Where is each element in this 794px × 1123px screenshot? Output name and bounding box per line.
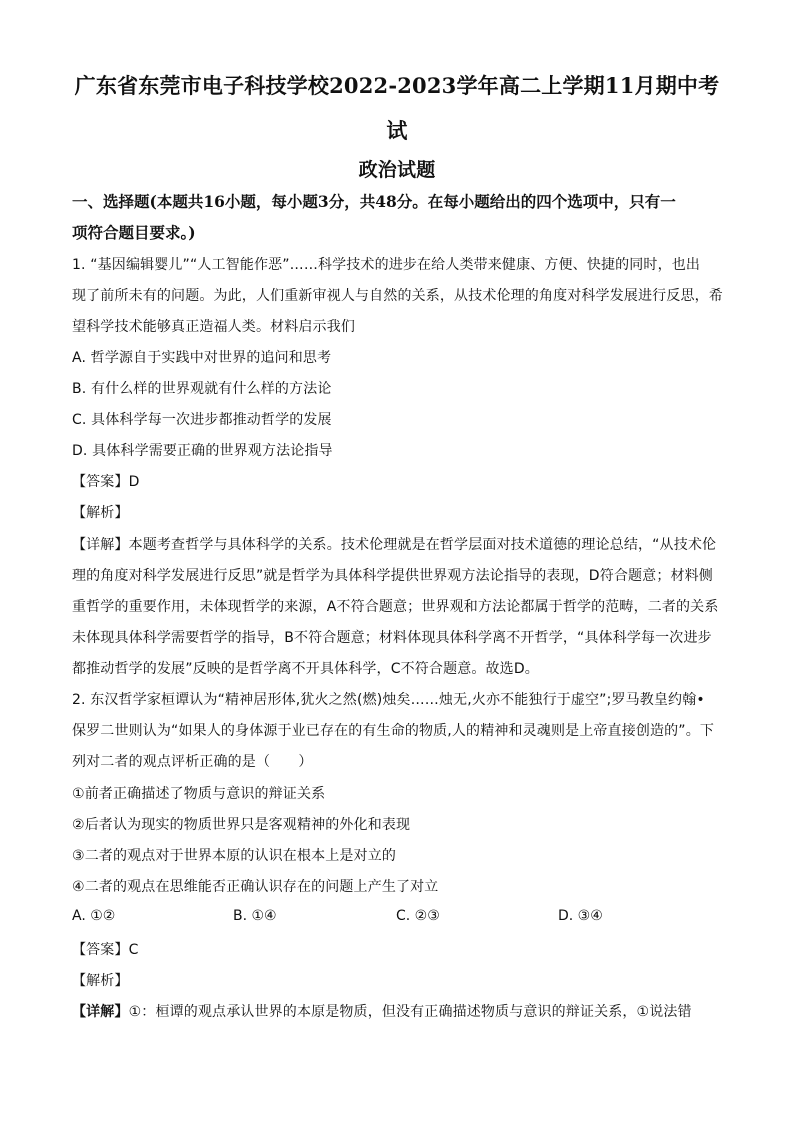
q2-answer: 【答案】C (72, 942, 139, 958)
q2-detail-line1 (72, 1002, 692, 1022)
q2-item-4: ④二者的观点在思维能否正确认识存在的问题上产生了对立 (72, 879, 439, 895)
q2-item-2: ②后者认为现实的物质世界只是客观精神的外化和表现 (72, 817, 411, 833)
q1-option-b: B. 有什么样的世界观就有什么样的方法论 (72, 381, 332, 397)
q1-detail-line2: 理的角度对科学发展进行反思”就是哲学为具体科学提供世界观方法论指导的表现，D符合题意；材料侧 (72, 568, 713, 584)
q2-detail-text: ①：桓谭的观点承认世界的本原是物质，但没有正确描述物质与意识的辩证关系，①说法错 (128, 1004, 692, 1020)
q1-stem-line1: 1. “基因编辑婴儿”“人工智能作恶”……科学技术的进步在给人类带来健康、方便、快捷的同时，也出 (72, 257, 701, 273)
subject-title: 政治试题 (358, 159, 436, 181)
q1-detail-line4: 未体现具体科学需要哲学的指导，B不符合题意；材料体现具体科学离不开哲学，“具体科学每一次进步 (72, 630, 712, 646)
q2-stem-line3: 列对二者的观点评析正确的是（ ） (72, 754, 313, 770)
q2-option-d: D. ③④ (558, 908, 603, 924)
exam-title-line1: 广东省东莞市电子科技学校2022-2023学年高二上学期11月期中考 (74, 73, 720, 98)
q1-detail-line1: 【详解】本题考查哲学与具体科学的关系。技术伦理就是在哲学层面对技术道德的理论总结，“从技术伦 (72, 537, 717, 553)
section-heading-line1: 一、选择题(本题共16小题，每小题3分，共48分。在每小题给出的四个选项中，只有一 (72, 192, 676, 211)
q2-option-b: B. ①④ (233, 908, 277, 924)
exam-title-line2: 试 (386, 118, 408, 143)
q2-option-c: C. ②③ (396, 908, 440, 924)
section-heading-line2: 项符合题目要求。) (72, 223, 196, 242)
q2-option-a: A. ①② (72, 908, 116, 924)
q2-item-3: ③二者的观点对于世界本原的认识在根本上是对立的 (72, 848, 396, 864)
q2-stem-line1: 2. 东汉哲学家桓谭认为“精神居形体,犹火之然(燃)烛矣……烛无,火亦不能独行于虚空”;罗马教皇约翰• (72, 692, 705, 708)
q2-stem-line2: 保罗二世则认为“如果人的身体源于业已存在的有生命的物质,人的精神和灵魂则是上帝直接创造的”。下 (72, 723, 715, 739)
q1-stem-line3: 望科学技术能够真正造福人类。材料启示我们 (72, 319, 355, 335)
q2-analysis-label: 【解析】 (72, 973, 129, 989)
q1-answer: 【答案】D (72, 474, 140, 490)
q1-detail-line3: 重哲学的重要作用，未体现哲学的来源，A不符合题意；世界观和方法论都属于哲学的范畴，二者的关系 (72, 599, 719, 615)
q1-option-a: A. 哲学源自于实践中对世界的追问和思考 (72, 350, 332, 366)
q1-analysis-label: 【解析】 (72, 505, 129, 521)
q1-detail-line5: 都推动哲学的发展”反映的是哲学离不开具体科学，C不符合题意。故选D。 (72, 661, 539, 677)
q2-detail-label: 【详解】 (72, 1004, 129, 1020)
q1-option-d: D. 具体科学需要正确的世界观方法论指导 (72, 443, 333, 459)
q1-stem-line2: 现了前所未有的问题。为此，人们重新审视人与自然的关系，从技术伦理的角度对科学发展进行反思，希 (72, 288, 723, 304)
q1-option-c: C. 具体科学每一次进步都推动哲学的发展 (72, 412, 332, 428)
q2-item-1: ①前者正确描述了物质与意识的辩证关系 (72, 786, 326, 802)
